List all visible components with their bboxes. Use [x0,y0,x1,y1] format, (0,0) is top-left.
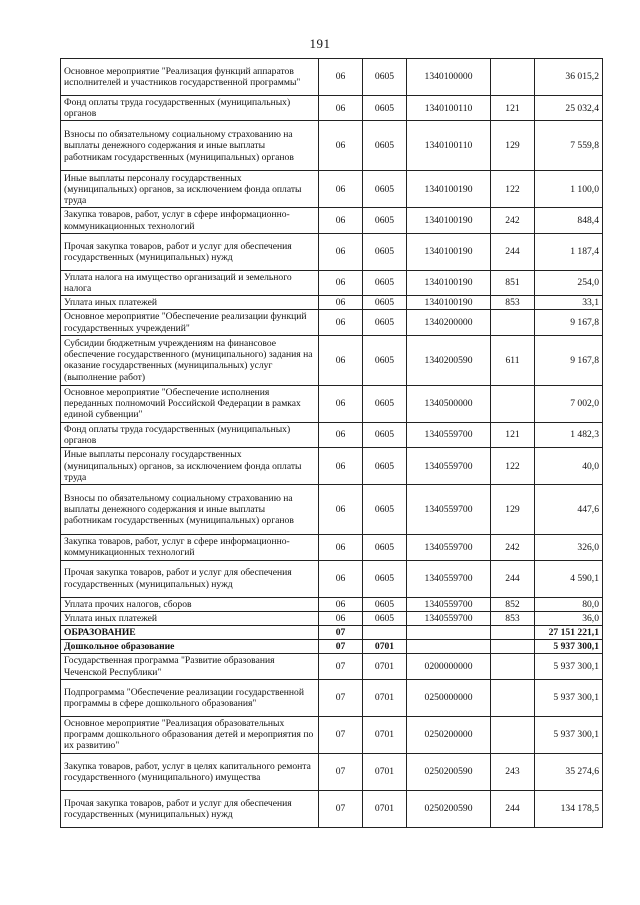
target-article-cell: 1340100110 [407,121,491,171]
amount-cell: 36,0 [535,611,603,625]
section-code-cell: 06 [319,611,363,625]
table-row [61,422,603,447]
section-code-cell: 07 [319,753,363,790]
row-name-cell: Закупка товаров, работ, услуг в сфере информационно-коммуникационных технологий [61,535,319,560]
row-name-cell: Уплата иных платежей [61,296,319,310]
table-row [61,448,603,485]
amount-cell: 40,0 [535,448,603,485]
table-row [61,208,603,233]
target-article-cell: 1340200590 [407,335,491,385]
target-article-cell: 0200000000 [407,654,491,679]
expense-type-cell [491,626,535,640]
subsection-code-cell: 0605 [363,208,407,233]
subsection-code-cell: 0605 [363,296,407,310]
budget-table [60,58,603,828]
target-article-cell: 1340200000 [407,310,491,335]
subsection-code-cell: 0701 [363,790,407,827]
section-code-cell: 06 [319,485,363,535]
target-article-cell: 1340500000 [407,385,491,422]
expense-type-cell: 244 [491,233,535,270]
row-name-cell: Прочая закупка товаров, работ и услуг для обеспечения государственных (муниципальных) нужд [61,790,319,827]
table-row [61,611,603,625]
row-name-cell: Прочая закупка товаров, работ и услуг для обеспечения государственных (муниципальных) нужд [61,233,319,270]
expense-type-cell: 853 [491,611,535,625]
section-code-cell: 07 [319,654,363,679]
amount-cell: 1 100,0 [535,171,603,208]
section-code-cell: 06 [319,335,363,385]
target-article-cell: 0250000000 [407,679,491,716]
section-code-cell: 06 [319,448,363,485]
subsection-code-cell: 0605 [363,611,407,625]
table-row [61,233,603,270]
row-name-cell: Фонд оплаты труда государственных (муниципальных) органов [61,96,319,121]
expense-type-cell: 243 [491,753,535,790]
amount-cell: 5 937 300,1 [535,716,603,753]
row-name-cell: Основное мероприятие "Обеспечение реализации функций государственных учреждений" [61,310,319,335]
expense-type-cell [491,640,535,654]
subsection-code-cell: 0605 [363,422,407,447]
section-code-cell: 07 [319,679,363,716]
target-article-cell: 1340100190 [407,171,491,208]
expense-type-cell: 129 [491,121,535,171]
target-article-cell: 1340559700 [407,560,491,597]
section-code-cell: 06 [319,233,363,270]
subsection-code-cell: 0605 [363,335,407,385]
expense-type-cell: 129 [491,485,535,535]
subsection-code-cell: 0605 [363,270,407,295]
row-name-cell: Подпрограмма "Обеспечение реализации государственной программы в сфере дошкольного образования" [61,679,319,716]
target-article-cell: 1340559700 [407,535,491,560]
target-article-cell: 0250200590 [407,790,491,827]
table-row [61,59,603,96]
section-code-cell: 06 [319,171,363,208]
table-row [61,654,603,679]
target-article-cell: 1340559700 [407,597,491,611]
table-row [61,753,603,790]
subsection-code-cell: 0605 [363,121,407,171]
table-row [61,597,603,611]
row-name-cell: Государственная программа "Развитие образования Чеченской Республики" [61,654,319,679]
amount-cell: 5 937 300,1 [535,654,603,679]
row-name-cell: Основное мероприятие "Реализация образовательных программ дошкольного образования детей и мероприятия по их развитию" [61,716,319,753]
row-name-cell: Прочая закупка товаров, работ и услуг для обеспечения государственных (муниципальных) нужд [61,560,319,597]
table-row [61,335,603,385]
amount-cell: 36 015,2 [535,59,603,96]
row-name-cell: Закупка товаров, работ, услуг в целях капитального ремонта государственного (муниципального) имущества [61,753,319,790]
target-article-cell: 1340559700 [407,485,491,535]
row-name-cell: Уплата прочих налогов, сборов [61,597,319,611]
subsection-code-cell [363,626,407,640]
table-row [61,310,603,335]
target-article-cell: 0250200590 [407,753,491,790]
subsection-code-cell: 0605 [363,448,407,485]
target-article-cell: 1340100110 [407,96,491,121]
expense-type-cell: 242 [491,208,535,233]
subsection-code-cell: 0605 [363,171,407,208]
target-article-cell: 1340559700 [407,422,491,447]
section-code-cell: 06 [319,560,363,597]
section-code-cell: 06 [319,296,363,310]
row-name-cell: Основное мероприятие "Реализация функций аппаратов исполнителей и участников государственной программы" [61,59,319,96]
expense-type-cell: 244 [491,790,535,827]
section-code-cell: 06 [319,535,363,560]
subsection-code-cell: 0701 [363,679,407,716]
amount-cell: 254,0 [535,270,603,295]
table-row [61,716,603,753]
table-row [61,121,603,171]
amount-cell: 7 559,8 [535,121,603,171]
section-code-cell: 06 [319,59,363,96]
budget-table-body [61,59,603,828]
table-row [61,385,603,422]
target-article-cell: 0250200000 [407,716,491,753]
table-row [61,485,603,535]
expense-type-cell [491,59,535,96]
target-article-cell: 1340559700 [407,448,491,485]
section-code-cell: 06 [319,597,363,611]
target-article-cell: 1340100190 [407,208,491,233]
amount-cell: 5 937 300,1 [535,679,603,716]
subsection-code-cell: 0701 [363,716,407,753]
amount-cell: 5 937 300,1 [535,640,603,654]
row-name-cell: Закупка товаров, работ, услуг в сфере информационно-коммуникационных технологий [61,208,319,233]
subsection-code-cell: 0605 [363,310,407,335]
section-code-cell: 06 [319,385,363,422]
subsection-code-cell: 0605 [363,96,407,121]
target-article-cell: 1340100190 [407,233,491,270]
expense-type-cell: 611 [491,335,535,385]
amount-cell: 25 032,4 [535,96,603,121]
table-row [61,679,603,716]
expense-type-cell: 852 [491,597,535,611]
expense-type-cell [491,385,535,422]
subsection-code-cell: 0605 [363,59,407,96]
table-row [61,535,603,560]
amount-cell: 35 274,6 [535,753,603,790]
expense-type-cell: 122 [491,171,535,208]
row-name-cell: Дошкольное образование [61,640,319,654]
expense-type-cell [491,716,535,753]
subsection-code-cell: 0605 [363,385,407,422]
row-name-cell: Взносы по обязательному социальному страхованию на выплаты денежного содержания и иные выплаты работникам государственных (муниципальных) органов [61,485,319,535]
section-code-cell: 06 [319,208,363,233]
section-code-cell: 07 [319,790,363,827]
section-code-cell: 07 [319,626,363,640]
table-row [61,640,603,654]
amount-cell: 7 002,0 [535,385,603,422]
row-name-cell: Уплата иных платежей [61,611,319,625]
subsection-code-cell: 0605 [363,233,407,270]
amount-cell: 27 151 221,1 [535,626,603,640]
target-article-cell [407,626,491,640]
table-row [61,790,603,827]
expense-type-cell: 122 [491,448,535,485]
expense-type-cell: 244 [491,560,535,597]
amount-cell: 4 590,1 [535,560,603,597]
amount-cell: 9 167,8 [535,310,603,335]
table-row [61,96,603,121]
amount-cell: 848,4 [535,208,603,233]
subsection-code-cell: 0605 [363,560,407,597]
target-article-cell: 1340100190 [407,296,491,310]
expense-type-cell [491,654,535,679]
row-name-cell: Фонд оплаты труда государственных (муниципальных) органов [61,422,319,447]
row-name-cell: Иные выплаты персоналу государственных (муниципальных) органов, за исключением фонда оплаты труда [61,448,319,485]
section-code-cell: 06 [319,310,363,335]
page-number: 191 [309,36,331,51]
table-row [61,270,603,295]
expense-type-cell: 853 [491,296,535,310]
subsection-code-cell: 0605 [363,535,407,560]
expense-type-cell [491,679,535,716]
subsection-code-cell: 0605 [363,485,407,535]
table-row [61,560,603,597]
row-name-cell: Иные выплаты персоналу государственных (муниципальных) органов, за исключением фонда оплаты труда [61,171,319,208]
amount-cell: 33,1 [535,296,603,310]
subsection-code-cell: 0701 [363,753,407,790]
row-name-cell: ОБРАЗОВАНИЕ [61,626,319,640]
section-code-cell: 06 [319,121,363,171]
subsection-code-cell: 0605 [363,597,407,611]
row-name-cell: Взносы по обязательному социальному страхованию на выплаты денежного содержания и иные выплаты работникам государственных (муниципальных) органов [61,121,319,171]
amount-cell: 447,6 [535,485,603,535]
expense-type-cell: 851 [491,270,535,295]
section-code-cell: 07 [319,716,363,753]
subsection-code-cell: 0701 [363,640,407,654]
row-name-cell: Уплата налога на имущество организаций и земельного налога [61,270,319,295]
amount-cell: 134 178,5 [535,790,603,827]
section-code-cell: 07 [319,640,363,654]
table-row [61,171,603,208]
section-code-cell: 06 [319,270,363,295]
row-name-cell: Субсидии бюджетным учреждениям на финансовое обеспечение государственного (муниципального) задания на оказание государственных (муниципальных) услуг (выполнение работ) [61,335,319,385]
subsection-code-cell: 0701 [363,654,407,679]
amount-cell: 9 167,8 [535,335,603,385]
table-row [61,626,603,640]
table-row [61,296,603,310]
amount-cell: 1 482,3 [535,422,603,447]
section-code-cell: 06 [319,96,363,121]
expense-type-cell: 242 [491,535,535,560]
amount-cell: 326,0 [535,535,603,560]
target-article-cell: 1340100000 [407,59,491,96]
expense-type-cell: 121 [491,422,535,447]
row-name-cell: Основное мероприятие "Обеспечение исполнения переданных полномочий Российской Федерации в рамках единой субвенции" [61,385,319,422]
section-code-cell: 06 [319,422,363,447]
target-article-cell [407,640,491,654]
target-article-cell: 1340559700 [407,611,491,625]
expense-type-cell [491,310,535,335]
expense-type-cell: 121 [491,96,535,121]
target-article-cell: 1340100190 [407,270,491,295]
amount-cell: 1 187,4 [535,233,603,270]
amount-cell: 80,0 [535,597,603,611]
